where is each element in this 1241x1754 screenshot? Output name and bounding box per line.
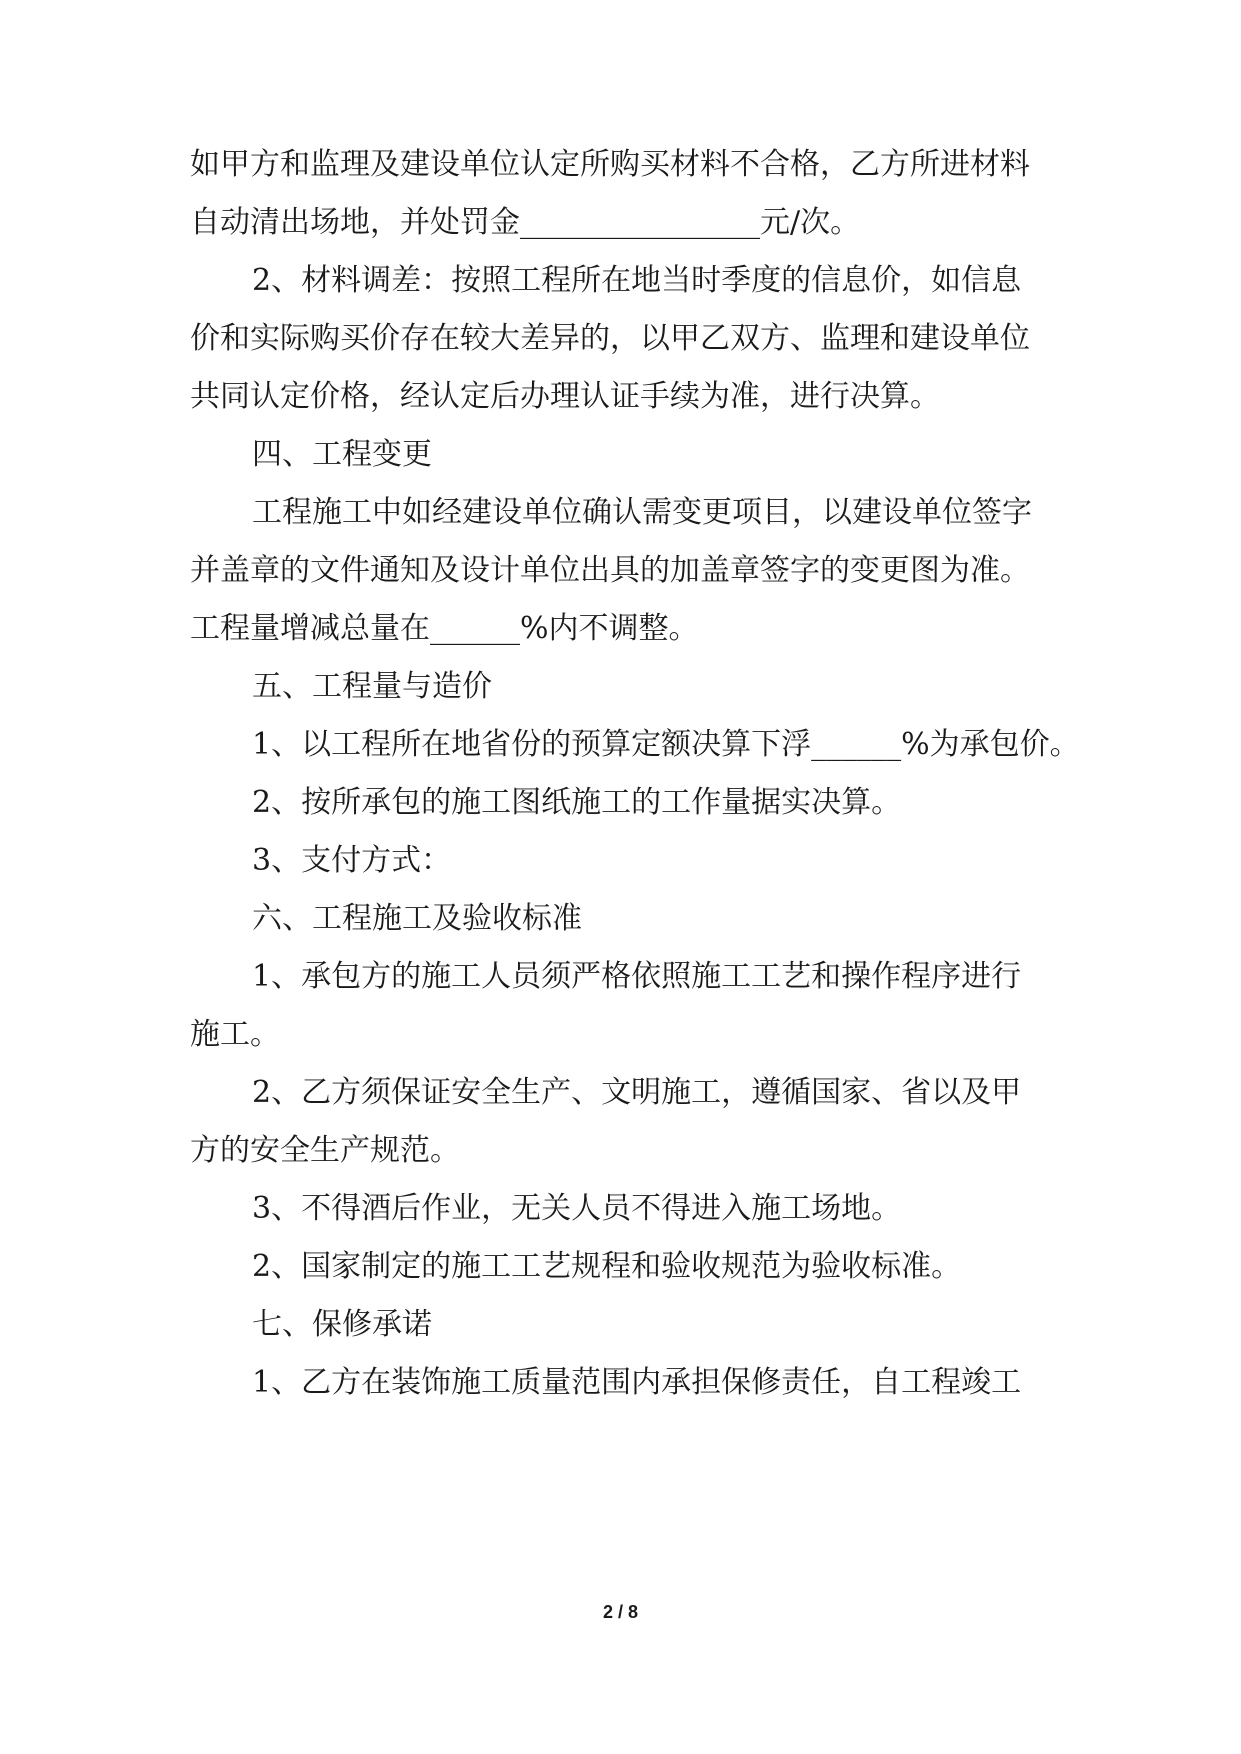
body-text-line: 2、乙方须保证安全生产、文明施工，遵循国家、省以及甲 xyxy=(252,1075,1022,1110)
body-text-line: 1、乙方在装饰施工质量范围内承担保修责任，自工程竣工 xyxy=(252,1365,1022,1400)
section-heading: 七、保修承诺 xyxy=(252,1307,432,1342)
body-text-line: 2、按所承包的施工图纸施工的工作量据实决算。 xyxy=(252,785,902,820)
body-text-line: 3、支付方式： xyxy=(252,843,452,878)
body-text-line: 工程量增减总量在______%内不调整。 xyxy=(190,611,699,646)
body-text-line: 2、材料调差：按照工程所在地当时季度的信息价，如信息 xyxy=(252,263,1022,298)
body-text-line: 价和实际购买价存在较大差异的，以甲乙双方、监理和建设单位 xyxy=(190,321,1030,356)
page-number: 2 / 8 xyxy=(602,1602,639,1622)
body-text-line: 1、承包方的施工人员须严格依照施工工艺和操作程序进行 xyxy=(252,959,1022,994)
body-text-line: 1、以工程所在地省份的预算定额决算下浮______%为承包价。 xyxy=(252,727,1080,762)
body-text-line: 并盖章的文件通知及设计单位出具的加盖章签字的变更图为准。 xyxy=(190,553,1030,588)
body-text-line: 方的安全生产规范。 xyxy=(190,1133,460,1168)
body-text-line: 2、国家制定的施工工艺规程和验收规范为验收标准。 xyxy=(252,1249,962,1284)
section-heading: 四、工程变更 xyxy=(252,437,432,472)
section-heading: 五、工程量与造价 xyxy=(252,669,492,704)
body-text-line: 自动清出场地，并处罚金________________元/次。 xyxy=(190,205,861,240)
body-text-line: 如甲方和监理及建设单位认定所购买材料不合格，乙方所进材料 xyxy=(190,147,1030,182)
body-text-line: 工程施工中如经建设单位确认需变更项目，以建设单位签字 xyxy=(252,495,1032,530)
body-text-line: 共同认定价格，经认定后办理认证手续为准，进行决算。 xyxy=(190,379,940,414)
body-text-line: 3、不得酒后作业，无关人员不得进入施工场地。 xyxy=(252,1191,902,1226)
section-heading: 六、工程施工及验收标准 xyxy=(252,901,582,936)
body-text-line: 施工。 xyxy=(190,1017,280,1052)
